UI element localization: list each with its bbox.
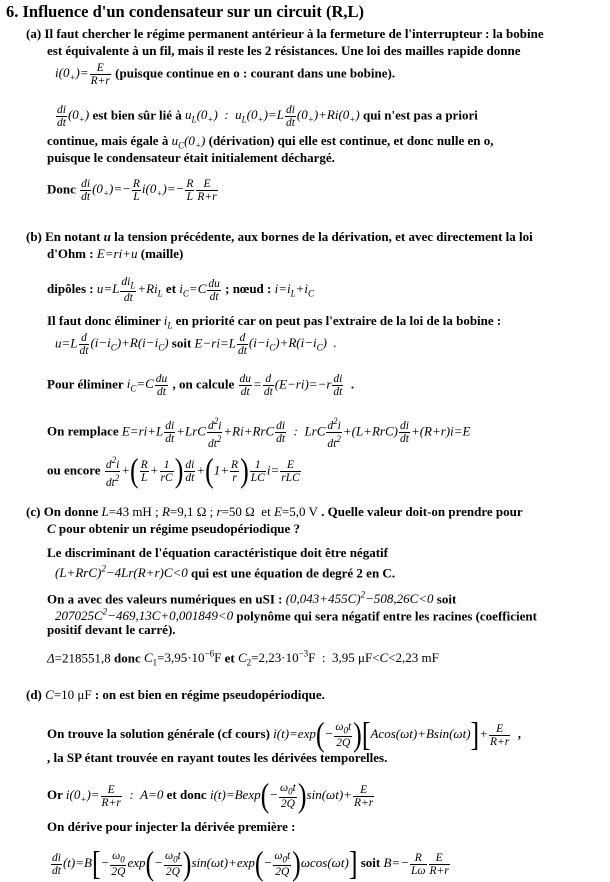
part-a-line-2: est équivalente à un fil, mais il reste les 2 résistances. Une loi des mailles rapide donne <box>47 43 521 58</box>
part-a-label: (a) <box>26 26 42 41</box>
part-c-line-6: $207025C^2-469,13C+0,001849<0$ polynôme qui sera négatif entre les racines (coefficient <box>55 607 537 624</box>
part-b-line-1: (b) En notant u la tension précédente, aux bornes de la dérivation, et avec directement la loi <box>26 229 533 244</box>
part-d-line-6: $\frac{di}{dt}$ (t)=B[− $\frac{\omega_0}{2Q}$ exp(− $\frac{\omega_0t}{2Q}$ )sin(ωt)+exp(− $\frac{\omega_0t}{2Q}$ )ωcos(ωt)] soit B=− $\frac{R}{L\omega}$ $\frac{E}{R+r}$ <box>52 844 449 882</box>
part-c-line-5: On a avec des valeurs numériques en uSI : $(0,043+455C)^2-508,26C<0$ soit <box>47 590 457 607</box>
part-c-line-1: (c) On donne L=43 mH ; R=9,1 Ω ; r=50 Ω et E=5,0 V . Quelle valeur doit-on prendre pour <box>26 504 523 519</box>
part-a-line-4: $\frac{di}{dt}$ $(0_+)$ est bien sûr lié à $u_L(0_+)$ : $u_L(0_+)=L$ $\frac{di}{dt}$ $(0_+)+Ri(0_+)$ qui n'est pas a priori <box>57 104 478 129</box>
part-b-line-8: ou encore $\frac{d^2i}{dt^2}$ +( $\frac{R}{L}$ + $\frac{1}{rC}$ ) $\frac{di}{dt}$ +(1+ $\frac{R}{r}$ ) $\frac{1}{LC}$ i= E rLC <box>47 451 300 490</box>
part-a-line-1: (a) Il faut chercher le régime permanent antérieur à la fermeture de l'interrupteur : la bobine <box>26 26 544 41</box>
part-c-label: (c) <box>26 504 41 519</box>
part-b-line-7: On remplace E=ri+L $\frac{di}{dt}$ +LrC $\frac{d^2i}{dt^2}$ +Ri+RrC $\frac{di}{dt}$ : LrC $\frac{d^2i}{dt^2}$ +(L+RrC) $\frac{di}{dt}$ +(R+r)i=E <box>47 416 471 450</box>
part-d-line-4: Or $i(0_+)=$ $\frac{E}{R+r}$ : A=0 et donc i(t)=Bexp(− $\frac{\omega_0t}{2Q}$ )sin(ωt)+ $\frac{E}{R+r}$ <box>47 776 374 815</box>
part-c-line-7: positif devant le carré). <box>47 622 176 637</box>
part-a-line-6: puisque le condensateur était initialement déchargé. <box>47 150 335 165</box>
part-c-line-2: C pour obtenir un régime pseudopériodique ? <box>47 521 301 536</box>
part-d-line-5: On dérive pour injecter la dérivée première : <box>47 819 296 834</box>
part-a-line-7: Donc $\frac{di}{dt}$ $(0_+)=-$ $\frac{R}{L}$ $i(0_+)=-$ $\frac{R}{L}$ $\frac{E}{R+r}$ <box>47 178 217 203</box>
part-c-line-4: $(L+RrC)^2-4Lr(R+r)C<0$ qui est une équation de degré 2 en C. <box>55 564 396 581</box>
section-title: 6. Influence d'un condensateur sur un circuit (R,L) <box>6 2 365 21</box>
part-b-line-6: Pour éliminer $i_C=C$ $\frac{du}{dt}$ , on calcule $\frac{du}{dt}$ = $\frac{d}{dt}$ (E−ri)=−r $\frac{di}{dt}$ . <box>47 373 355 398</box>
part-a-line-5: continue, mais égale à $u_C(0_+)$ (dérivation) qui elle est continue, et donc nulle en o, <box>47 133 494 151</box>
part-b-line-3: dipôles : u=L $di_L$ dt $+Ri_L$ et $i_C=C$ $\frac{du}{dt}$ ; nœud : $i=i_L+i_C$ <box>47 276 315 305</box>
part-d-line-3: , la SP étant trouvée en rayant toutes les dérivées temporelles. <box>47 750 388 765</box>
part-c-line-3: Le discriminant de l'équation caractéristique doit être négatif <box>47 545 388 560</box>
part-a-line-3: $i(0_+)=$ $\frac{E}{R+r}$ (puisque continue en o : courant dans une bobine). <box>55 62 396 87</box>
part-b-line-5: u=L $\frac{d}{dt}$ $(i-i_C)+R(i-i_C)$ soit E−ri=L $\frac{d}{dt}$ $(i-i_C)+R(i-i_C)$ . <box>55 332 337 357</box>
part-b-label: (b) <box>26 229 42 244</box>
part-c-line-8: Δ=218551,8 donc $C_1=3,95\cdot 10^{-6}F$ et $C_2=2,23\cdot 10^{-3}F$ : 3,95 μF<C<2,23 mF <box>47 649 439 668</box>
part-d-line-2: On trouve la solution générale (cf cours) i(t)=exp(− $\frac{\omega_0t}{2Q}$ )[Acos(ωt)+Bsin(ωt)]+ $\frac{E}{R+r}$ , <box>47 715 522 754</box>
part-b-line-2: d'Ohm : E=ri+u (maille) <box>47 246 184 261</box>
part-b-line-4: Il faut donc éliminer $i_L$ en priorité car on peut pas l'extraire de la loi de la bobine : <box>47 313 502 331</box>
part-d-label: (d) <box>26 687 42 702</box>
part-d-line-1: (d) C=10 μF : on est bien en régime pseudopériodique. <box>26 687 325 702</box>
